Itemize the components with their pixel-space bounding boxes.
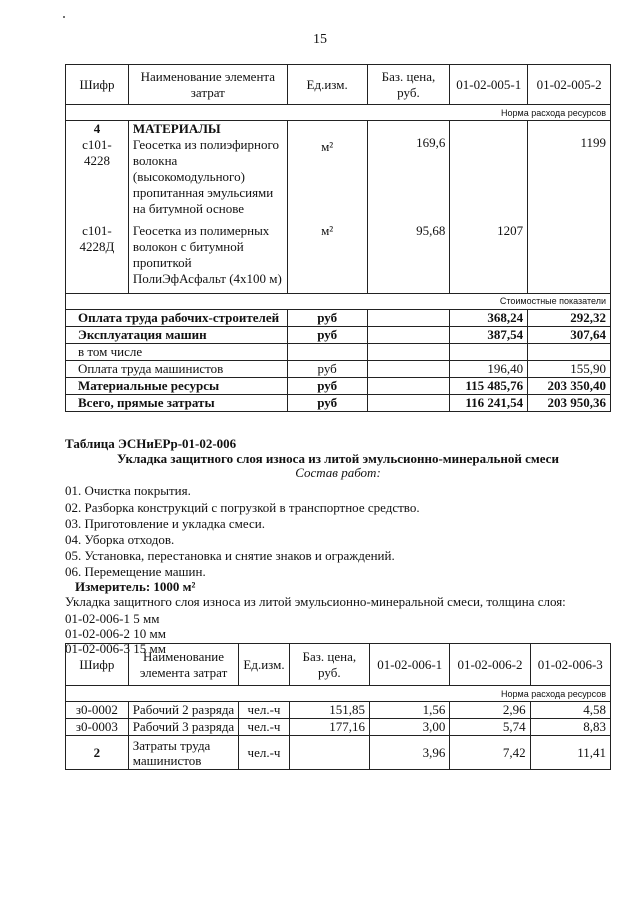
header-name: Наименование элемента затрат: [128, 65, 287, 105]
table-header-row: [66, 65, 611, 105]
norma-row: [66, 686, 611, 702]
cost-name: Всего, прямые затраты: [66, 394, 288, 411]
cell-unit: чел.-ч: [239, 719, 289, 736]
table-row: [66, 217, 611, 293]
header-col-1: 01-02-006-1: [370, 644, 450, 686]
cell-name: [128, 121, 287, 218]
variant-item: 01-02-006-3 15 мм: [65, 641, 166, 656]
cost-value-2: 203 350,40: [528, 377, 611, 394]
cost-row: [66, 360, 611, 377]
cost-label-row: [66, 293, 611, 309]
cell-value-2: 2,96: [450, 702, 530, 719]
section-description: Укладка защитного слоя износа из литой эмульсионно-минеральной смеси, толщина слоя:: [65, 594, 566, 609]
cost-row: [66, 394, 611, 411]
cost-value-2: 307,64: [528, 326, 611, 343]
cost-row: [66, 326, 611, 343]
table-row: [66, 121, 611, 218]
cost-price: [367, 360, 450, 377]
cell-price: [289, 736, 369, 770]
header-price: Баз. цена, руб.: [367, 65, 450, 105]
meter: Измеритель: 1000 м²: [75, 579, 196, 594]
group-name: МАТЕРИАЛЫ: [132, 121, 221, 136]
work-item: 04. Уборка отходов.: [65, 532, 175, 547]
header-price: Баз. цена, руб.: [289, 644, 369, 686]
cost-row: [66, 377, 611, 394]
cost-value-1: [450, 343, 528, 360]
cell-code: з0-0003: [66, 719, 129, 736]
cost-name: Материальные ресурсы: [66, 377, 288, 394]
cost-row: [66, 343, 611, 360]
cost-value-1: 116 241,54: [450, 394, 528, 411]
works-title: Состав работ:: [295, 465, 381, 480]
cell-price: 177,16: [289, 719, 369, 736]
cell-value-1: [450, 121, 528, 218]
work-item: 01. Очистка покрытия.: [65, 483, 191, 498]
cost-unit: руб: [287, 326, 367, 343]
variant-item: 01-02-006-2 10 мм: [65, 626, 166, 641]
cell-code: 2: [66, 736, 129, 770]
cell-price: 169,6: [367, 121, 450, 218]
cost-value-1: 196,40: [450, 360, 528, 377]
cell-value-2: 5,74: [450, 719, 530, 736]
cost-name: Оплата труда машинистов: [66, 360, 288, 377]
norma-label: Норма расхода ресурсов: [66, 105, 611, 121]
cost-value-2: 292,32: [528, 309, 611, 326]
cost-price: [367, 309, 450, 326]
cell-name: Рабочий 3 разряда: [128, 719, 239, 736]
header-col-3: 01-02-006-3: [530, 644, 610, 686]
page-number: 15: [313, 32, 327, 47]
cell-name: Геосетка из полимерных волокон с битумной пропиткой ПолиЭфАсфальт (4х100 м): [128, 217, 287, 293]
table-header-row: [66, 644, 611, 686]
group-code: 4: [93, 121, 101, 136]
header-col-2: 01-02-006-2: [450, 644, 530, 686]
cost-name: в том числе: [66, 343, 288, 360]
cell-value-3: 8,83: [530, 719, 610, 736]
cell-value-2: 7,42: [450, 736, 530, 770]
work-item: 03. Приготовление и укладка смеси.: [65, 516, 265, 531]
cost-unit: руб: [287, 377, 367, 394]
resource-table-006: [65, 643, 611, 770]
variant-item: 01-02-006-1 5 мм: [65, 611, 160, 626]
work-item: 05. Установка, перестановка и снятие знаков и ограждений.: [65, 548, 395, 563]
cost-row: [66, 309, 611, 326]
cost-price: [367, 326, 450, 343]
header-code: Шифр: [66, 644, 129, 686]
cost-unit: [287, 343, 367, 360]
cell-price: 151,85: [289, 702, 369, 719]
cost-name: Оплата труда рабочих-строителей: [66, 309, 288, 326]
header-col-1: 01-02-005-1: [450, 65, 528, 105]
cost-price: [367, 343, 450, 360]
header-unit: Ед.изм.: [239, 644, 289, 686]
cost-unit: руб: [287, 309, 367, 326]
header-name: Наименование элемента затрат: [128, 644, 239, 686]
cost-unit: руб: [287, 394, 367, 411]
norma-row: [66, 105, 611, 121]
section-subtitle: Укладка защитного слоя износа из литой эмульсионно-минеральной смеси: [117, 451, 559, 466]
norma-label: Норма расхода ресурсов: [66, 686, 611, 702]
cell-value-1: 1,56: [370, 702, 450, 719]
scan-speck: [63, 16, 65, 18]
work-item: 06. Перемещение машин.: [65, 564, 206, 579]
cell-name: Затраты труда машинистов: [128, 736, 239, 770]
header-code: Шифр: [66, 65, 129, 105]
cell-name: Рабочий 2 разряда: [128, 702, 239, 719]
cost-value-2: 203 950,36: [528, 394, 611, 411]
cost-value-1: 115 485,76: [450, 377, 528, 394]
cost-price: [367, 394, 450, 411]
work-item: 02. Разборка конструкций с погрузкой в транспортное средство.: [65, 500, 420, 515]
cell-code: [66, 121, 129, 218]
cost-unit: руб: [287, 360, 367, 377]
resource-table-005: [65, 64, 611, 412]
table-row: [66, 702, 611, 719]
cost-name: Эксплуатация машин: [66, 326, 288, 343]
cost-value-1: 387,54: [450, 326, 528, 343]
cell-code: с101-4228Д: [66, 217, 129, 293]
cell-unit: чел.-ч: [239, 702, 289, 719]
table-title: Таблица ЭСНиЕРр-01-02-006: [65, 436, 237, 451]
cost-value-2: [528, 343, 611, 360]
cell-unit: чел.-ч: [239, 736, 289, 770]
cell-value-2: 1199: [528, 121, 611, 218]
cost-label: Стоимостные показатели: [66, 293, 611, 309]
table-row: [66, 719, 611, 736]
header-unit: Ед.изм.: [287, 65, 367, 105]
cost-value-2: 155,90: [528, 360, 611, 377]
row-name: Геосетка из полиэфирного волокна (высокомодульного) пропитанная эмульсиями на битумной основе: [132, 137, 279, 216]
cell-value-1: 3,00: [370, 719, 450, 736]
cell-price: 95,68: [367, 217, 450, 293]
cell-unit: м²: [287, 121, 367, 218]
cell-value-1: 3,96: [370, 736, 450, 770]
row-code: с101-4228: [82, 137, 112, 168]
cost-value-1: 368,24: [450, 309, 528, 326]
header-col-2: 01-02-005-2: [528, 65, 611, 105]
cost-price: [367, 377, 450, 394]
cell-value-3: 11,41: [530, 736, 610, 770]
cell-value-2: [528, 217, 611, 293]
cell-code: з0-0002: [66, 702, 129, 719]
cell-value-3: 4,58: [530, 702, 610, 719]
table-row: [66, 736, 611, 770]
cell-unit: м²: [287, 217, 367, 293]
cell-value-1: 1207: [450, 217, 528, 293]
